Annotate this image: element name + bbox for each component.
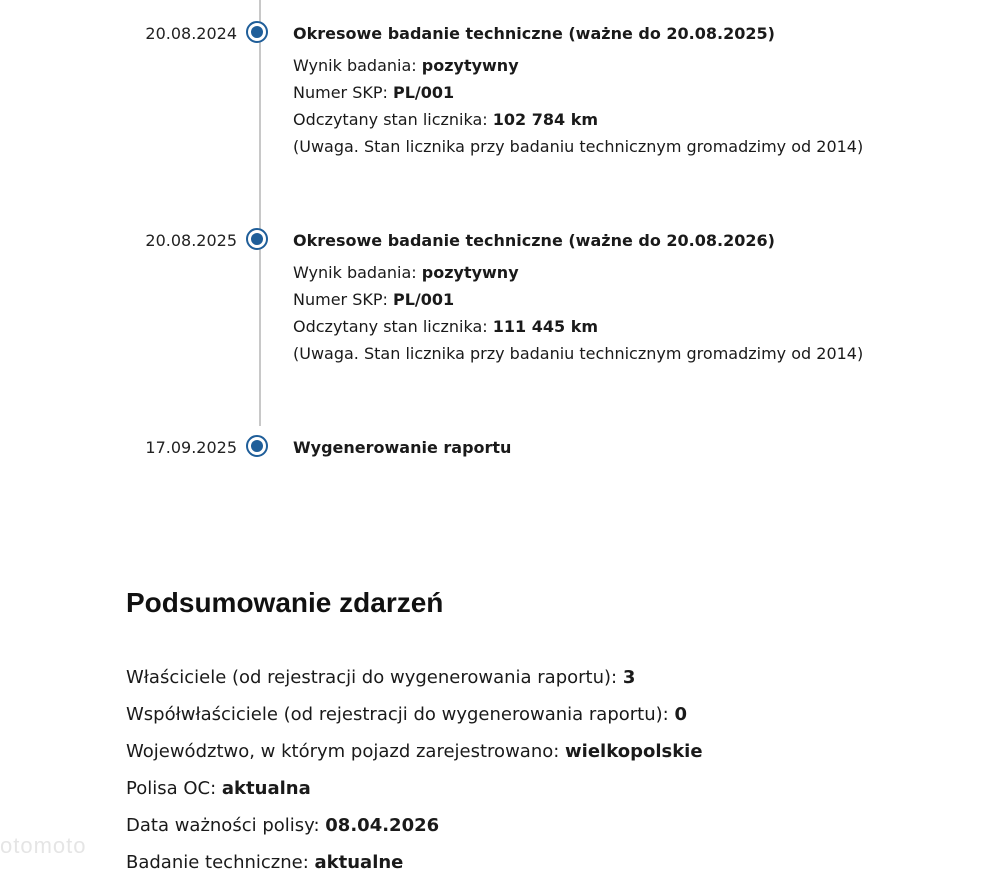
summary-item-policy-expiry: [126, 807, 703, 844]
result-value: pozytywny: [421, 56, 519, 75]
timeline-dot-icon: [246, 435, 268, 457]
summary-value: wielkopolskie: [565, 741, 703, 762]
summary-label: Współwłaściciele (od rejestracji do wygenerowania raportu):: [126, 704, 669, 725]
summary-heading: Podsumowanie zdarzeń: [126, 587, 444, 618]
summary-list: [126, 659, 703, 881]
result-line: [293, 52, 863, 79]
summary-item-oc-policy: [126, 770, 703, 807]
event-details: [293, 259, 863, 367]
result-label: Wynik badania:: [293, 56, 417, 75]
odometer-line: [293, 313, 863, 340]
summary-item-voivodeship: [126, 733, 703, 770]
timeline-dot-icon: [246, 21, 268, 43]
summary-label: Województwo, w którym pojazd zarejestrowano:: [126, 741, 560, 762]
skp-value: PL/001: [392, 290, 455, 309]
summary-item-owners: [126, 659, 703, 696]
odometer-value: 111 445 km: [492, 317, 599, 336]
skp-line: [293, 286, 863, 313]
summary-label: Data ważności polisy:: [126, 815, 320, 836]
skp-value: PL/001: [392, 83, 455, 102]
skp-line: [293, 79, 863, 106]
result-value: pozytywny: [421, 263, 519, 282]
summary-value: 3: [622, 667, 636, 688]
skp-label: Numer SKP:: [293, 83, 388, 102]
summary-value: 08.04.2026: [325, 815, 440, 836]
summary-label: Polisa OC:: [126, 778, 217, 799]
odometer-label: Odczytany stan licznika:: [293, 317, 488, 336]
result-label: Wynik badania:: [293, 263, 417, 282]
summary-label: Badanie techniczne:: [126, 852, 309, 873]
odometer-note: (Uwaga. Stan licznika przy badaniu technicznym gromadzimy od 2014): [293, 137, 864, 156]
summary-value: aktualna: [221, 778, 311, 799]
summary-item-inspection: [126, 844, 703, 881]
result-line: [293, 259, 863, 286]
summary-value: 0: [674, 704, 687, 725]
odometer-label: Odczytany stan licznika:: [293, 110, 488, 129]
summary-item-coowners: [126, 696, 703, 733]
event-title: Okresowe badanie techniczne (ważne do 20.08.2026): [293, 231, 775, 250]
event-date: 17.09.2025: [145, 438, 237, 457]
skp-label: Numer SKP:: [293, 290, 388, 309]
timeline-line: [259, 0, 261, 426]
summary-value: aktualne: [314, 852, 404, 873]
event-title: Okresowe badanie techniczne (ważne do 20.08.2025): [293, 24, 775, 43]
watermark: otomoto: [0, 833, 87, 858]
event-date: 20.08.2024: [145, 24, 237, 43]
timeline-dot-icon: [246, 228, 268, 250]
odometer-value: 102 784 km: [492, 110, 599, 129]
summary-label: Właściciele (od rejestracji do wygenerowania raportu):: [126, 667, 618, 688]
event-title: Wygenerowanie raportu: [293, 438, 512, 457]
odometer-line: [293, 106, 863, 133]
odometer-note: (Uwaga. Stan licznika przy badaniu technicznym gromadzimy od 2014): [293, 344, 864, 363]
event-date: 20.08.2025: [145, 231, 237, 250]
event-details: [293, 52, 863, 160]
